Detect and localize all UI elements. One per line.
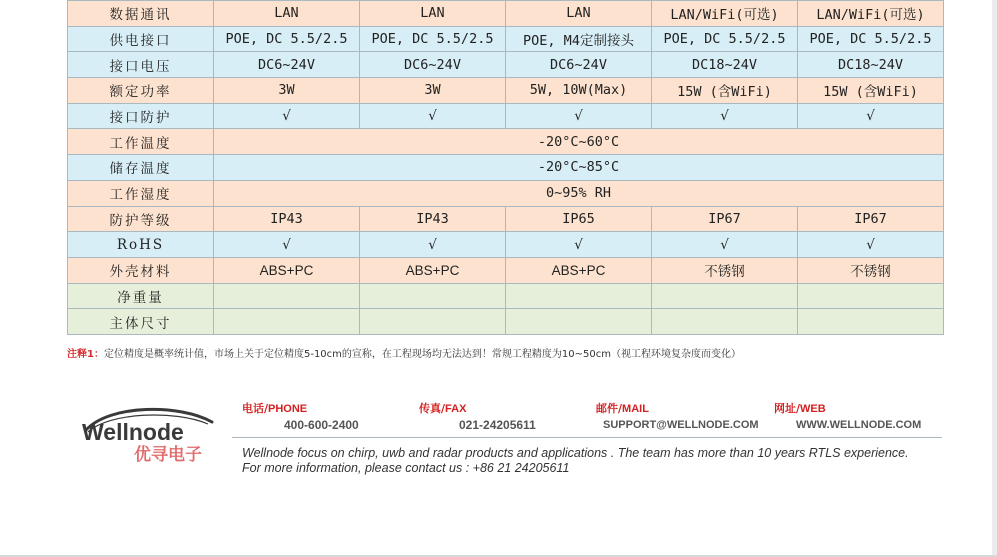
spec-cell: √ <box>214 103 360 129</box>
spec-cell <box>360 309 506 335</box>
spec-row <box>68 232 944 258</box>
spec-cell <box>652 283 798 309</box>
fax-number: 021-24205611 <box>459 418 536 432</box>
spec-cell: √ <box>652 232 798 258</box>
spec-cell: 15W (含WiFi) <box>798 78 944 104</box>
spec-cell: IP67 <box>652 206 798 232</box>
spec-row-label: 净重量 <box>68 283 214 309</box>
spec-row <box>68 283 944 309</box>
spec-cell <box>360 283 506 309</box>
spec-cell: √ <box>506 232 652 258</box>
spec-cell: LAN <box>214 1 360 27</box>
spec-cell: IP43 <box>214 206 360 232</box>
spec-cell: DC18~24V <box>652 52 798 78</box>
spec-row <box>68 155 944 181</box>
logo-wordmark: Wellnode <box>82 419 184 445</box>
spec-row-label: 接口防护 <box>68 103 214 129</box>
spec-cell: √ <box>214 232 360 258</box>
spec-row <box>68 52 944 78</box>
spec-cell: LAN <box>506 1 652 27</box>
spec-merged-cell: 0~95% RH <box>214 180 944 206</box>
spec-row <box>68 1 944 27</box>
spec-cell <box>214 283 360 309</box>
tagline-line-2: For more information, please contact us : +86 21 24205611 <box>242 461 570 475</box>
spec-cell: 5W, 10W(Max) <box>506 78 652 104</box>
spec-row-label: 接口电压 <box>68 52 214 78</box>
phone-label: 电话/PHONE <box>242 402 308 415</box>
spec-cell: IP65 <box>506 206 652 232</box>
spec-cell: POE, DC 5.5/2.5 <box>360 26 506 52</box>
spec-table <box>67 0 944 335</box>
spec-row-label: 额定功率 <box>68 78 214 104</box>
spec-row-label: 供电接口 <box>68 26 214 52</box>
spec-cell: √ <box>360 232 506 258</box>
contact-divider <box>232 437 942 438</box>
spec-row-label: RoHS <box>68 232 214 258</box>
spec-cell: ABS+PC <box>214 257 360 283</box>
spec-row <box>68 180 944 206</box>
spec-cell: DC6~24V <box>360 52 506 78</box>
spec-cell: POE, DC 5.5/2.5 <box>652 26 798 52</box>
spec-cell: √ <box>798 232 944 258</box>
spec-cell: LAN/WiFi(可选) <box>798 1 944 27</box>
spec-cell <box>652 309 798 335</box>
spec-cell: √ <box>360 103 506 129</box>
spec-row-label: 防护等级 <box>68 206 214 232</box>
mail-label: 邮件/MAIL <box>596 402 649 415</box>
fax-label: 传真/FAX <box>419 402 467 415</box>
spec-row <box>68 257 944 283</box>
spec-cell: DC18~24V <box>798 52 944 78</box>
web-label: 网址/WEB <box>774 402 826 415</box>
spec-merged-cell: -20°C~60°C <box>214 129 944 155</box>
spec-row-label: 储存温度 <box>68 155 214 181</box>
tagline-line-1: Wellnode focus on chirp, uwb and radar products and applications . The team has more than 10 years RTLS experience. <box>242 446 909 460</box>
footnote-text: 定位精度是概率统计值，市场上关于定位精度5-10cm的宣称，在工程现场均无法达到！常规工程精度为10~50cm（视工程环境复杂度而变化） <box>103 349 741 360</box>
page-right-edge <box>992 0 997 557</box>
spec-cell: POE, M4定制接头 <box>506 26 652 52</box>
spec-cell: 不锈钢 <box>798 257 944 283</box>
spec-row <box>68 309 944 335</box>
footnote-label: 注释1： <box>67 349 104 360</box>
spec-cell: IP43 <box>360 206 506 232</box>
spec-row <box>68 129 944 155</box>
spec-cell: 3W <box>214 78 360 104</box>
website-link[interactable]: WWW.WELLNODE.COM <box>796 419 922 431</box>
spec-row <box>68 26 944 52</box>
logo-swoosh-icon <box>80 402 220 472</box>
spec-cell <box>506 283 652 309</box>
phone-number[interactable]: 400-600-2400 <box>284 418 359 432</box>
spec-cell: LAN/WiFi(可选) <box>652 1 798 27</box>
spec-cell <box>798 283 944 309</box>
spec-cell: POE, DC 5.5/2.5 <box>214 26 360 52</box>
spec-cell: ABS+PC <box>360 257 506 283</box>
spec-cell <box>214 309 360 335</box>
spec-row-label: 外壳材料 <box>68 257 214 283</box>
spec-cell <box>798 309 944 335</box>
spec-cell: POE, DC 5.5/2.5 <box>798 26 944 52</box>
spec-cell <box>506 309 652 335</box>
spec-cell: DC6~24V <box>506 52 652 78</box>
spec-cell: √ <box>506 103 652 129</box>
footnote <box>67 345 741 360</box>
spec-row <box>68 206 944 232</box>
spec-cell: IP67 <box>798 206 944 232</box>
spec-cell: LAN <box>360 1 506 27</box>
wellnode-logo <box>80 402 220 472</box>
spec-cell: 不锈钢 <box>652 257 798 283</box>
email-link[interactable]: SUPPORT@WELLNODE.COM <box>603 419 759 431</box>
spec-cell: 3W <box>360 78 506 104</box>
spec-cell: ABS+PC <box>506 257 652 283</box>
spec-cell: DC6~24V <box>214 52 360 78</box>
spec-cell: √ <box>798 103 944 129</box>
spec-cell: 15W (含WiFi) <box>652 78 798 104</box>
spec-row-label: 主体尺寸 <box>68 309 214 335</box>
spec-row <box>68 78 944 104</box>
spec-cell: √ <box>652 103 798 129</box>
spec-row <box>68 103 944 129</box>
spec-row-label: 工作湿度 <box>68 180 214 206</box>
spec-row-label: 数据通讯 <box>68 1 214 27</box>
spec-row-label: 工作温度 <box>68 129 214 155</box>
spec-merged-cell: -20°C~85°C <box>214 155 944 181</box>
logo-subtitle: 优寻电子 <box>134 445 202 465</box>
